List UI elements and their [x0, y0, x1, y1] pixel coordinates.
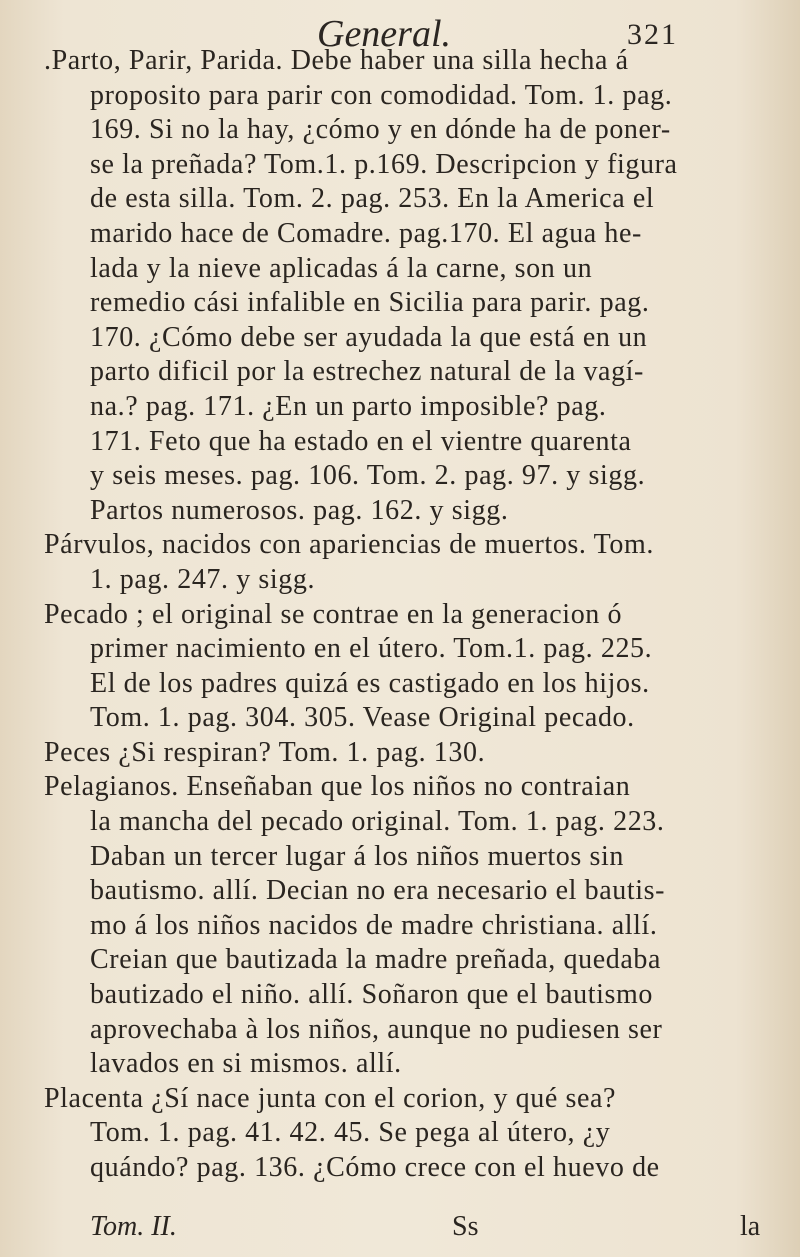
- entry-pelagianos-line: aprovechaba à los niños, aunque no pudiesen ser: [90, 1013, 663, 1045]
- entry-pelagianos-line: la mancha del pecado original. Tom. 1. pag. 223.: [90, 806, 665, 838]
- entry-parto-line: parto dificil por la estrechez natural de la vagí-: [90, 356, 644, 388]
- entry-parto-line: 171. Feto que ha estado en el vientre quarenta: [90, 425, 632, 457]
- entry-parto-line: na.? pag. 171. ¿En un parto imposible? pag.: [90, 390, 607, 422]
- entry-parto-line: 170. ¿Cómo debe ser ayudada la que está en un: [90, 321, 648, 353]
- entry-parto-line: se la preñada? Tom.1. p.169. Descripcion y figura: [90, 148, 678, 180]
- running-head: General.: [317, 13, 452, 55]
- catchword: la: [740, 1211, 761, 1242]
- entry-parto-line: proposito para parir con comodidad. Tom. 1. pag.: [90, 79, 673, 111]
- entry-pecado-line: Tom. 1. pag. 304. 305. Vease Original pecado.: [90, 702, 635, 734]
- entry-parto-line: remedio cási infalible en Sicilia para parir. pag.: [90, 287, 650, 319]
- entry-pecado-line: El de los padres quizá es castigado en los hijos.: [90, 667, 650, 699]
- entry-pelagianos-line: Pelagianos. Enseñaban que los niños no contraian: [44, 771, 631, 803]
- entry-pecado-line: primer nacimiento en el útero. Tom.1. pag. 225.: [90, 633, 653, 665]
- entry-parto-line: marido hace de Comadre. pag.170. El agua he-: [90, 217, 642, 249]
- page-number: 321: [627, 18, 678, 51]
- entry-pelagianos-line: Daban un tercer lugar á los niños muertos sin: [90, 840, 624, 872]
- entry-placenta-line: quándo? pag. 136. ¿Cómo crece con el huevo de: [90, 1152, 660, 1183]
- entry-peces-line: Peces ¿Si respiran? Tom. 1. pag. 130.: [44, 736, 486, 768]
- entry-pelagianos-line: mo á los niños nacidos de madre christiana. allí.: [90, 909, 658, 941]
- entry-pecado-line: Pecado ; el original se contrae en la generacion ó: [44, 598, 623, 630]
- entry-pelagianos-line: Creian que bautizada la madre preñada, quedaba: [90, 944, 661, 976]
- index-body: [44, 44, 774, 1186]
- entry-pelagianos-line: bautismo. allí. Decian no era necesario el bautis-: [90, 875, 666, 907]
- entry-parto-line: y seis meses. pag. 106. Tom. 2. pag. 97. y sigg.: [90, 460, 646, 492]
- entry-placenta-line: Placenta ¿Sí nace junta con el corion, y qué sea?: [44, 1082, 617, 1114]
- volume-mark: Tom. II.: [90, 1211, 177, 1242]
- entry-pelagianos-line: lavados en si mismos. allí.: [90, 1048, 402, 1080]
- entry-parvulos-line: Párvulos, nacidos con apariencias de muertos. Tom.: [44, 529, 654, 561]
- signature-mark: Ss: [452, 1211, 479, 1242]
- entry-parto-line: .Parto, Parir, Parida. Debe haber una silla hecha á: [44, 45, 629, 76]
- entry-parto-line: de esta silla. Tom. 2. pag. 253. En la America el: [90, 183, 655, 215]
- entry-parvulos-line: 1. pag. 247. y sigg.: [90, 563, 316, 595]
- page-footer: [0, 1211, 800, 1251]
- entry-placenta-line: Tom. 1. pag. 41. 42. 45. Se pega al útero, ¿y: [90, 1117, 611, 1149]
- entry-parto-line: lada y la nieve aplicadas á la carne, son un: [90, 252, 593, 284]
- entry-parto-line: 169. Si no la hay, ¿cómo y en dónde ha de poner-: [90, 114, 671, 146]
- entry-parto-line: Partos numerosos. pag. 162. y sigg.: [90, 494, 509, 526]
- entry-pelagianos-line: bautizado el niño. allí. Soñaron que el bautismo: [90, 979, 654, 1011]
